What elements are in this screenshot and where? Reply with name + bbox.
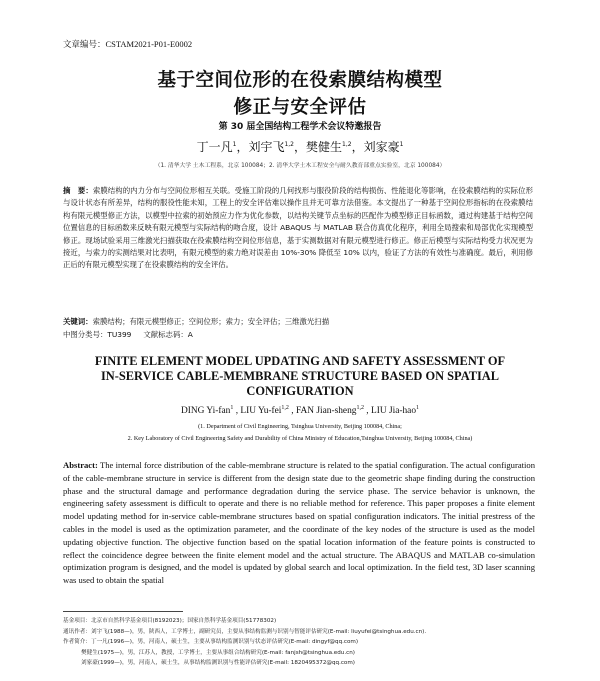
english-title-line-2: IN-SERVICE CABLE-MEMBRANE STRUCTURE BASED ON SPATIAL xyxy=(100,369,500,383)
author-cn-4: ，刘家豪 xyxy=(351,140,400,154)
chinese-abstract xyxy=(63,185,533,272)
author-en-2: , LIU Yu-fei xyxy=(233,406,282,417)
english-abstract-label: Abstract: xyxy=(63,460,98,470)
author-cn-1: 丁一凡 xyxy=(196,140,233,154)
author-en-4-sup: 1 xyxy=(416,405,420,411)
author-cn-3: ，樊健生 xyxy=(294,140,343,154)
author-cn-3-sup: 1,2 xyxy=(342,141,352,148)
author-cn-4-sup: 1 xyxy=(399,141,404,148)
english-affiliation-1: (1. Department of Civil Engineering, Tsinghua University, Beijing 100084, China; xyxy=(198,423,402,430)
footnote-author-3: 刘家豪(1999—)，男，河南人，硕士生，从事结构监测识别与性能评估研究(E-mail: 1820495372@qq.com) xyxy=(81,660,355,667)
chinese-keywords-text: 索膜结构；有限元模型修正；空间位形；索力；安全评估；三维激光扫描 xyxy=(92,317,330,326)
footnote-corresponding: 通讯作者：刘宇飞(1988—)，男，陕西人，工学博士，副研究员，主要从事结构监测与识别与智能评估研究(E-mail: liuyufei@tsinghua.edu.cn). xyxy=(63,628,427,635)
author-en-3-sup: 1,2 xyxy=(356,405,364,411)
author-en-1-sup: 1 xyxy=(230,405,234,411)
author-en-4: , LIU Jia-hao xyxy=(363,406,417,417)
conference-subtitle: 第 30 届全国结构工程学术会议特邀报告 xyxy=(218,122,382,132)
english-abstract-text: The internal force distribution of the cable-membrane structure is related to the spatial configuration. The actual configuration of the cable-membrane structure in service is different from the design state due to the geometric shape finding during the construction phase and the structural damage and performance degradation during the service phase. The service behavior is unknown, the engineering safety assessment is difficult to operate and there is no reliable method for reference. This paper proposes a finite element model updating method for in-service cable-membrane structures based on spatial configuration indicators. The initial prestress of the cables in the model is used as the optimization parameter, and the coordinate of the key nodes of the structure is used as the model updating objective function. The objective function based on the spatial location information of the feature points is constructed to reflect the coincidence degree between the finite element model and the actual structure. The ABAQUS and MATLAB co-simulation optimization program is designed, and the model is updated by global search and local optimization. In the field test, 3D laser scanning was used to obtain the spatial xyxy=(63,460,535,586)
footnote-divider xyxy=(63,611,183,612)
article-number: 文章编号：CSTAM2021-P01-E0002 xyxy=(63,39,193,49)
footnotes xyxy=(63,616,543,669)
footnote-author-2: 樊健生(1975—)，男，江苏人，教授，工学博士，主要从事组合结构研究(E-mail: fanjsh@tsinghua.edu.cn) xyxy=(81,649,355,656)
english-title-line-3: CONFIGURATION xyxy=(246,384,354,398)
author-cn-2-sup: 1,2 xyxy=(284,141,294,148)
english-authors xyxy=(0,405,600,416)
english-title xyxy=(40,354,560,399)
chinese-keywords-label: 关键词： xyxy=(63,317,93,326)
chinese-title-line-1: 基于空间位形的在役索膜结构模型 xyxy=(157,70,443,91)
author-en-3: , FAN Jian-sheng xyxy=(288,406,357,417)
english-affiliation-2: 2. Key Laboratory of Civil Engineering Safety and Durability of China Ministry of Education,Tsinghua University, Beijing 100084, China) xyxy=(127,435,473,442)
classification-line xyxy=(63,329,205,340)
author-en-2-sup: 1,2 xyxy=(281,405,289,411)
author-cn-1-sup: 1 xyxy=(232,141,237,148)
chinese-affiliations: （1. 清华大学 土木工程系，北京 100084；2. 清华大学土木工程安全与耐久教育部重点实验室，北京 100084） xyxy=(154,163,446,169)
author-en-1: DING Yi-fan xyxy=(180,406,231,417)
author-cn-2: ，刘宇飞 xyxy=(236,140,285,154)
document-code: 文献标志码：A xyxy=(143,330,193,339)
footnote-author-1: 作者简介：丁一凡(1996—)，男，河南人，硕士生，主要从事结构监测识别与状态评估研究(E-mail: dingyf@qq.com) xyxy=(63,639,359,646)
english-abstract xyxy=(63,459,535,587)
english-title-line-1: FINITE ELEMENT MODEL UPDATING AND SAFETY ASSESSMENT OF xyxy=(94,354,506,368)
chinese-keywords xyxy=(63,316,533,327)
chinese-abstract-text: 索膜结构的内力分布与空间位形相互关联。受施工阶段的几何找形与服役阶段的结构损伤、性能退化等影响，在役索膜结构的实际位形与设计状态有所差异，结构的服役性能未知，工程上的安全评估难以操作且并无可靠方法借鉴。本文提出了一种基于空间位形指标的在役索膜结构有限元模型修正方法，以模型中拉索的初始预应力作为优化参数，以结构关键节点坐标的匹配作为模型修正目标函数，通过构建基于结构空间位置信息的目标函数来反映有限元模型与实际结构的吻合度，设计 ABAQUS 与 MATLAB 联合仿真优化程序，利用全局搜索和局部优化实现模型修正。现场试验采用三维激光扫描获取在役索膜结构空间位形信息，基于实测数据对有限元模型进行修正。修正后模型与实际结构受力状况更为接近，与索力的实测结果对比表明，有限元模型的索力绝对误差由 10%-30% 降低至 10% 以内，验证了方法的有效性与准确度。最后，利用修正后的有限元模型实现了在役索膜结构的安全评估。 xyxy=(63,186,533,270)
footnote-fund: 基金项目：北京市自然科学基金项目(8192023)；国家自然科学基金项目(51778302) xyxy=(63,618,277,624)
clc-number: 中图分类号：TU399 xyxy=(63,330,132,339)
chinese-authors xyxy=(0,138,600,155)
chinese-abstract-label: 摘 要： xyxy=(63,186,93,195)
chinese-title-line-2: 修正与安全评估 xyxy=(233,97,367,118)
